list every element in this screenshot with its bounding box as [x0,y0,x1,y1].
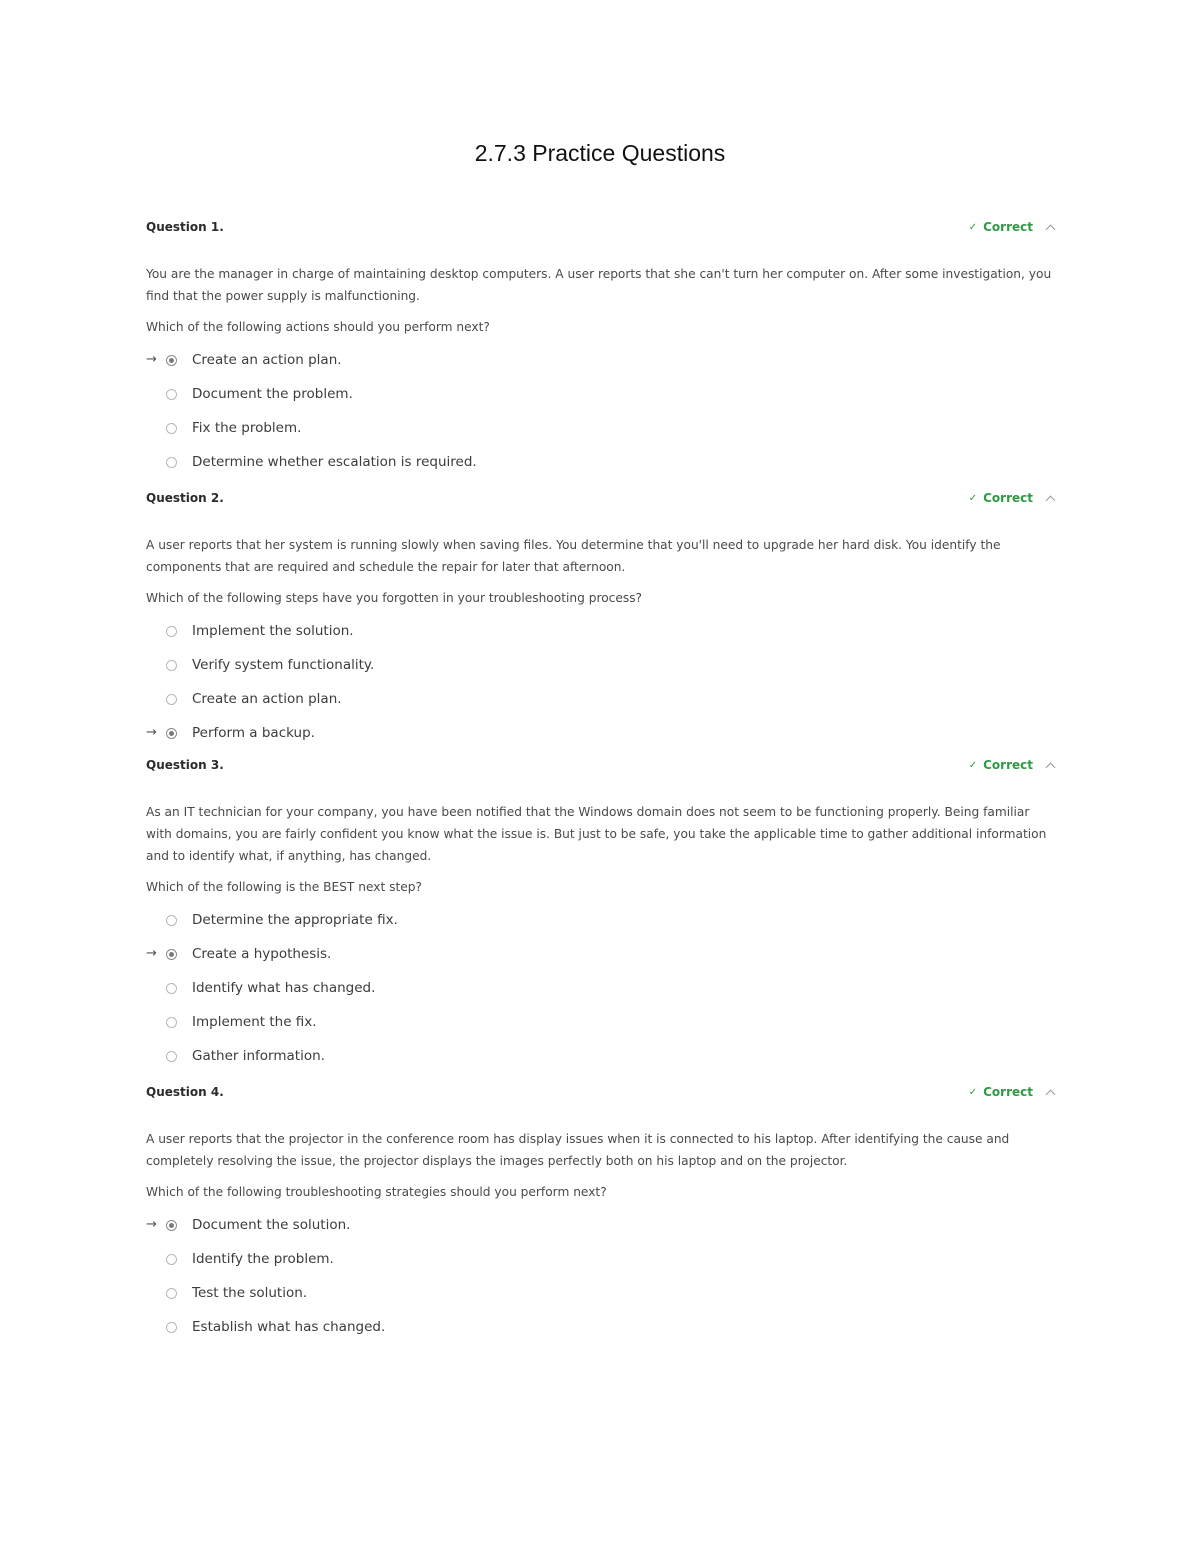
status-text: Correct [983,220,1033,234]
chevron-up-icon[interactable] [1046,495,1056,505]
page-title: 2.7.3 Practice Questions [474,140,726,166]
question-1 [146,217,1054,479]
radio-button[interactable] [166,694,177,705]
radio-button[interactable] [166,1288,177,1299]
answer-options [146,903,1054,1073]
question-text: A user reports that her system is running slowly when saving files. You determine that you'll need to upgrade her hard disk. You identify the components that are required and schedule the repair for later that afternoon. [146,538,1001,574]
option-label: Implement the solution. [192,623,354,639]
answer-option[interactable] [146,903,1054,937]
radio-selected[interactable] [166,355,177,366]
check-icon: ✓ [968,759,978,771]
answer-option[interactable] [146,682,1054,716]
question-3 [146,755,1054,1073]
option-label: Fix the problem. [192,420,302,436]
question-label: Question 3. [146,758,224,772]
status-badge [969,758,1054,772]
answer-option[interactable] [146,1005,1054,1039]
arrow-right-icon: → [146,946,157,961]
answer-option[interactable] [146,614,1054,648]
radio-button[interactable] [166,626,177,637]
option-label: Document the solution. [192,1217,351,1233]
chevron-up-icon[interactable] [1046,1089,1056,1099]
radio-selected[interactable] [166,728,177,739]
option-label: Verify system functionality. [192,657,375,673]
check-icon: ✓ [968,1086,978,1098]
radio-button[interactable] [166,1254,177,1265]
option-label: Establish what has changed. [192,1319,386,1335]
answer-options [146,343,1054,479]
question-label: Question 2. [146,491,224,505]
check-icon: ✓ [968,492,978,504]
status-text: Correct [983,491,1033,505]
question-text: You are the manager in charge of maintaining desktop computers. A user reports that she can't turn her computer on. After some investigation, you find that the power supply is malfunctioning. [146,267,1052,303]
status-badge [969,491,1054,505]
option-label: Identify the problem. [192,1251,334,1267]
question-text: As an IT technician for your company, you have been notified that the Windows domain does not seem to be functioning properly. Being familiar with domains, you are fairly confident you know what the issue is. But just to be safe, you take the applicable time to gather additional information and to identify what, if anything, has changed. [146,805,1047,863]
answer-option[interactable] [146,411,1054,445]
option-label: Perform a backup. [192,725,315,741]
radio-button[interactable] [166,1051,177,1062]
answer-option[interactable] [146,1276,1054,1310]
option-label: Gather information. [192,1048,325,1064]
status-badge [969,220,1054,234]
answer-options [146,1208,1054,1344]
radio-button[interactable] [166,423,177,434]
answer-option[interactable] [146,1242,1054,1276]
question-header [146,488,1054,508]
question-header [146,1082,1054,1102]
option-label: Create a hypothesis. [192,946,332,962]
question-label: Question 4. [146,1085,224,1099]
option-label: Identify what has changed. [192,980,376,996]
status-text: Correct [983,1085,1033,1099]
chevron-up-icon[interactable] [1046,224,1056,234]
arrow-right-icon: → [146,725,157,740]
status-text: Correct [983,758,1033,772]
radio-selected[interactable] [166,949,177,960]
answer-option[interactable] [146,343,1054,377]
option-label: Create an action plan. [192,352,342,368]
option-label: Test the solution. [192,1285,308,1301]
answer-options [146,614,1054,750]
question-prompt: Which of the following troubleshooting strategies should you perform next? [146,1185,607,1199]
radio-button[interactable] [166,660,177,671]
radio-button[interactable] [166,1322,177,1333]
chevron-up-icon[interactable] [1046,762,1056,772]
question-prompt: Which of the following steps have you forgotten in your troubleshooting process? [146,591,643,605]
question-4 [146,1082,1054,1344]
status-badge [969,1085,1054,1099]
radio-button[interactable] [166,983,177,994]
option-label: Create an action plan. [192,691,342,707]
radio-button[interactable] [166,389,177,400]
question-text: A user reports that the projector in the conference room has display issues when it is connected to his laptop. After identifying the cause and completely resolving the issue, the projector displays the images perfectly both on his laptop and on the projector. [146,1132,1010,1168]
question-prompt: Which of the following is the BEST next step? [146,880,422,894]
arrow-right-icon: → [146,352,157,367]
radio-button[interactable] [166,457,177,468]
answer-option[interactable] [146,445,1054,479]
arrow-right-icon: → [146,1217,157,1232]
option-label: Determine whether escalation is required. [192,454,477,470]
check-icon: ✓ [968,221,978,233]
answer-option[interactable] [146,937,1054,971]
question-2 [146,488,1054,750]
radio-selected[interactable] [166,1220,177,1231]
answer-option[interactable] [146,648,1054,682]
option-label: Implement the fix. [192,1014,317,1030]
question-header [146,755,1054,775]
answer-option[interactable] [146,377,1054,411]
answer-option[interactable] [146,1310,1054,1344]
answer-option[interactable] [146,1039,1054,1073]
answer-option[interactable] [146,971,1054,1005]
question-header [146,217,1054,237]
radio-button[interactable] [166,1017,177,1028]
question-label: Question 1. [146,220,224,234]
option-label: Document the problem. [192,386,353,402]
answer-option[interactable] [146,716,1054,750]
radio-button[interactable] [166,915,177,926]
question-prompt: Which of the following actions should you perform next? [146,320,490,334]
option-label: Determine the appropriate fix. [192,912,398,928]
answer-option[interactable] [146,1208,1054,1242]
